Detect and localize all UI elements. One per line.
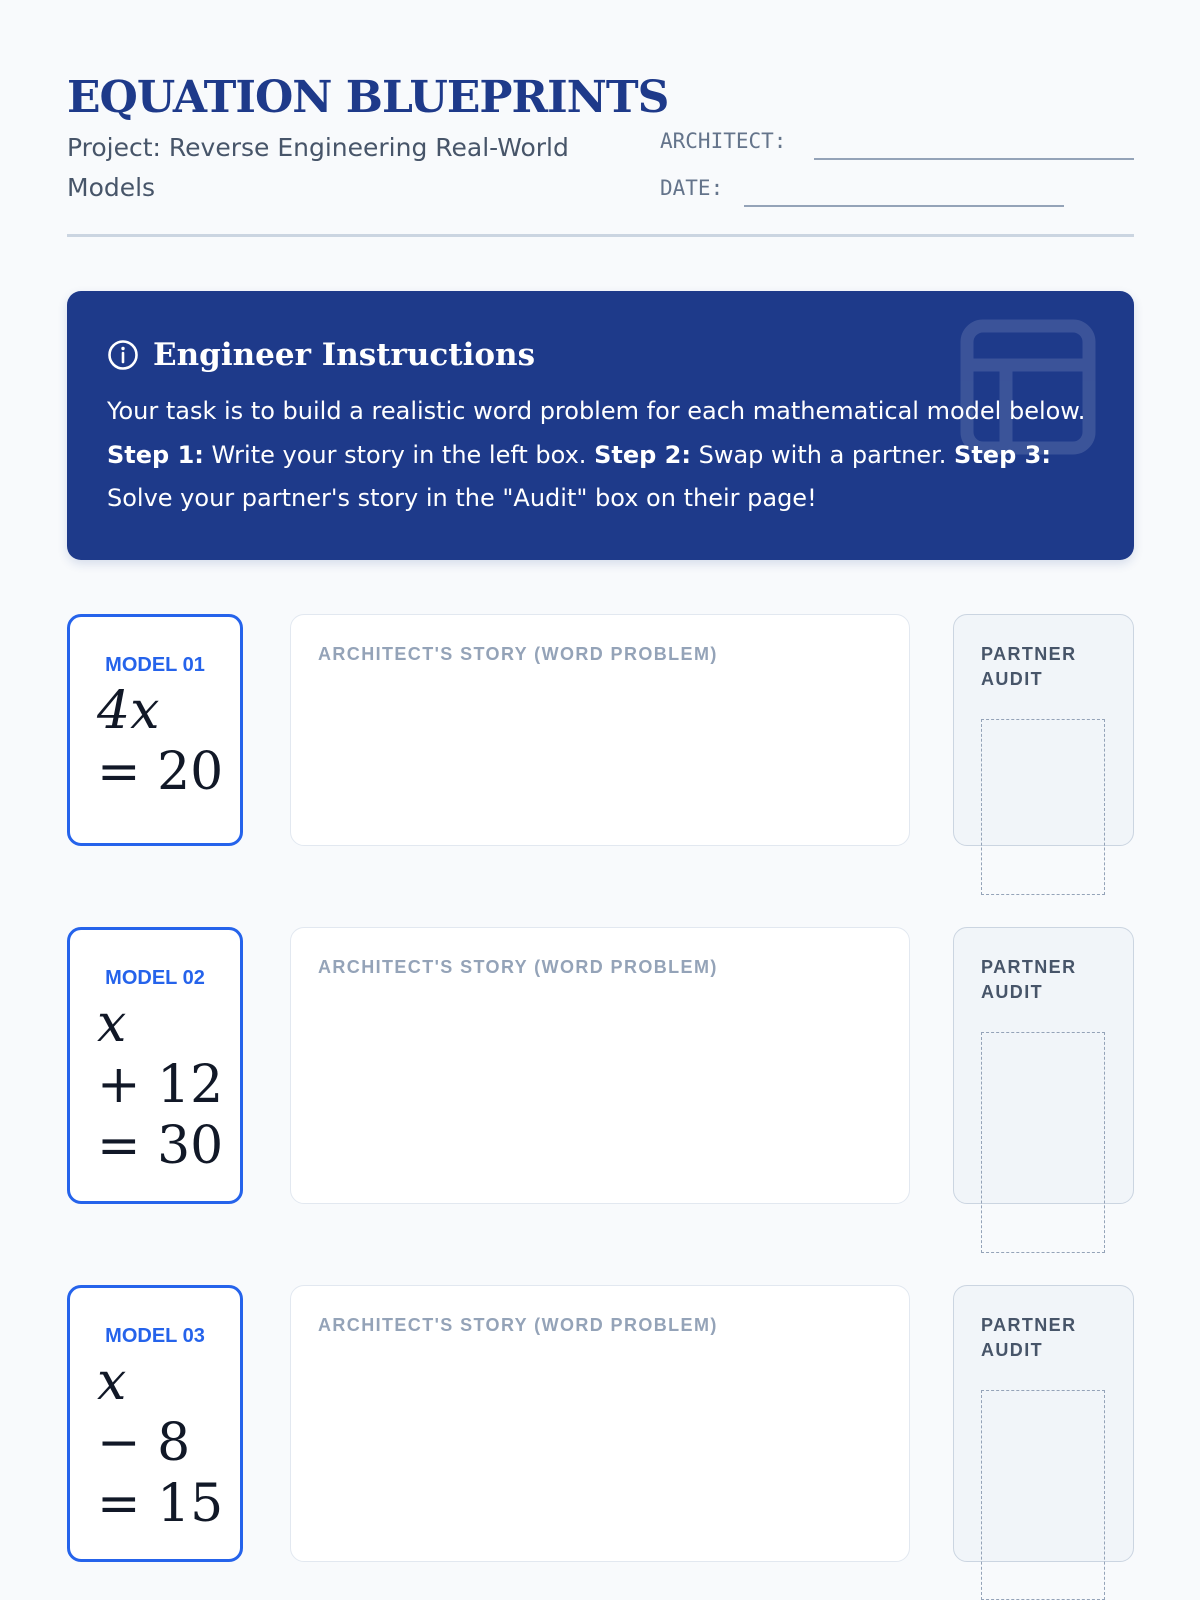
story-box-label: ARCHITECT'S STORY (WORD PROBLEM) bbox=[318, 644, 718, 664]
equation-line: + 12 bbox=[97, 1055, 224, 1115]
model-label: MODEL 03 bbox=[105, 1325, 205, 1347]
date-label: DATE: bbox=[660, 176, 724, 200]
architect-label: ARCHITECT: bbox=[660, 129, 787, 153]
story-answer-box[interactable] bbox=[290, 927, 910, 1204]
model-card bbox=[67, 927, 243, 1204]
step-2-text: Swap with a partner. bbox=[698, 440, 947, 469]
audit-answer-box[interactable] bbox=[981, 1032, 1105, 1253]
info-icon bbox=[107, 339, 139, 371]
story-answer-box[interactable] bbox=[290, 614, 910, 846]
model-label: MODEL 02 bbox=[105, 967, 205, 989]
date-line[interactable] bbox=[744, 205, 1064, 207]
step-1-label: Step 1: bbox=[107, 440, 204, 469]
model-equation bbox=[97, 994, 223, 1177]
instructions-panel bbox=[67, 291, 1134, 560]
page-title: EQUATION BLUEPRINTS bbox=[67, 72, 669, 123]
story-box-label: ARCHITECT'S STORY (WORD PROBLEM) bbox=[318, 957, 718, 977]
step-3-text: Solve your partner's story in the "Audit" box on their page! bbox=[107, 484, 817, 512]
audit-label: PARTNER AUDIT bbox=[981, 957, 1077, 1002]
equation-line: 4x bbox=[97, 681, 160, 741]
equation-line: − 8 bbox=[97, 1413, 191, 1473]
model-card bbox=[67, 614, 243, 846]
step-1-text: Write your story in the left box. bbox=[211, 440, 587, 469]
architect-name-line[interactable] bbox=[814, 158, 1134, 160]
audit-label: PARTNER AUDIT bbox=[981, 644, 1077, 689]
story-box-label: ARCHITECT'S STORY (WORD PROBLEM) bbox=[318, 1315, 718, 1335]
model-label: MODEL 01 bbox=[105, 654, 205, 676]
instructions-intro: Your task is to build a realistic word problem for each mathematical model below. bbox=[107, 397, 1086, 425]
equation-line: = 20 bbox=[97, 742, 224, 802]
model-equation bbox=[97, 1352, 223, 1535]
step-3-label: Step 3: bbox=[954, 440, 1051, 469]
step-2-label: Step 2: bbox=[594, 440, 691, 469]
project-subtitle: Project: Reverse Engineering Real-World Models bbox=[67, 133, 569, 202]
model-equation bbox=[97, 681, 223, 803]
instructions-text bbox=[107, 390, 1107, 521]
audit-answer-box[interactable] bbox=[981, 1390, 1105, 1600]
audit-answer-box[interactable] bbox=[981, 719, 1105, 895]
equation-line: x bbox=[97, 994, 127, 1054]
equation-line: x bbox=[97, 1352, 127, 1412]
equation-line: = 15 bbox=[97, 1474, 224, 1534]
instructions-heading: Engineer Instructions bbox=[153, 337, 536, 373]
story-answer-box[interactable] bbox=[290, 1285, 910, 1562]
equation-line: = 30 bbox=[97, 1116, 224, 1176]
header-divider bbox=[67, 234, 1134, 237]
model-card bbox=[67, 1285, 243, 1562]
audit-label: PARTNER AUDIT bbox=[981, 1315, 1077, 1360]
